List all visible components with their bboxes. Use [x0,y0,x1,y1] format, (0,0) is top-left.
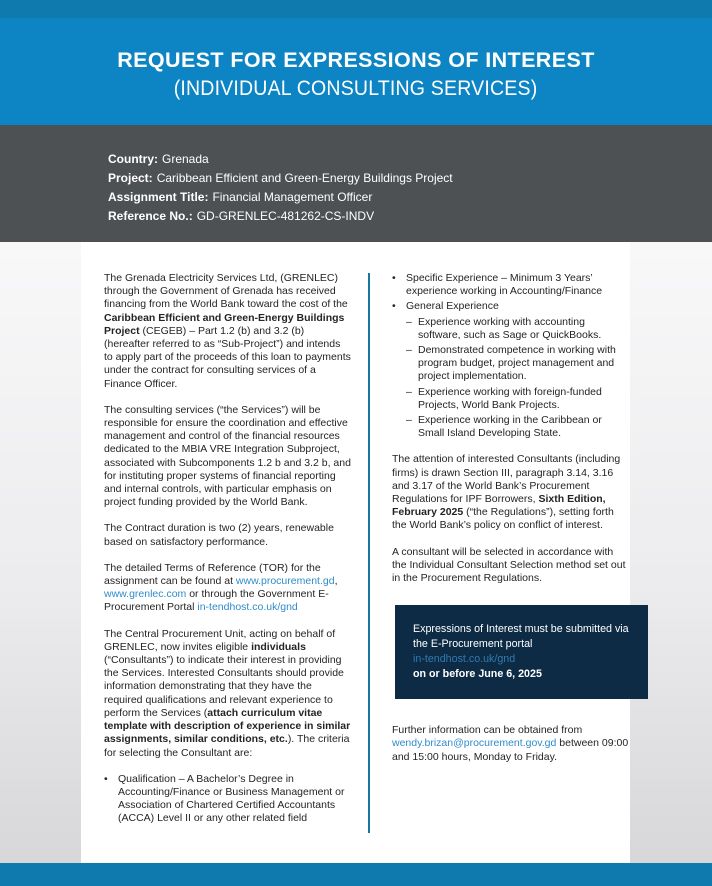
country-label: Country: [108,152,158,166]
project-name-bold: Caribbean Efficient and Green-Energy Buildings Project [104,311,345,337]
dash-icon: – [406,414,412,427]
regulations-paragraph [392,453,630,532]
page-title: REQUEST FOR EXPRESSIONS OF INTEREST [117,47,595,72]
info-row-assignment [108,188,712,207]
country-value: Grenada [162,152,209,166]
qualification-bullet [104,773,352,826]
dash-icon: – [406,315,412,328]
grenlec-com-link[interactable]: www.grenlec.com [104,588,187,601]
tor-paragraph [104,562,352,615]
info-band [0,125,712,242]
bottom-accent-strip [0,863,712,886]
info-row-reference [108,207,712,226]
eprocurement-portal-link[interactable]: in-tendhost.co.uk/gnd [197,601,298,614]
reference-no-value: GD-GRENLEC-481262-CS-INDV [196,209,375,223]
right-column [392,272,630,777]
procurement-gd-link[interactable]: www.procurement.gd [235,575,335,588]
submission-notice-text: Expressions of Interest must be submitted via the E-Procurement portal [413,623,629,651]
experience-criteria-list [392,272,630,440]
experience-sub-item [406,414,630,440]
intro-text-cont: (CEGEB) – Part 1.2 (b) and 3.2 (b) (hereafter referred to as “Sub-Project”) and intends to apply part of the proceeds of this loan to payments under the contract for consulting services of a Finance Officer. [104,324,351,390]
reference-no-label: Reference No.: [108,209,193,223]
invitation-text-end: ). The criteria for selecting the Consultant are: [104,733,350,759]
hero-banner [0,18,712,125]
assignment-title-label: Assignment Title: [108,190,209,204]
experience-sub-item [406,316,630,342]
tor-separator: , [334,575,338,588]
selection-method-paragraph: A consultant will be selected in accordance with the Individual Consultant Selection method set out in the Procurement Regulations. [392,545,626,585]
document-body [0,242,712,863]
info-row-project [108,169,712,188]
further-info-text-cont: between 09:00 and 15:00 hours, Monday to Friday. [392,737,629,763]
bullet-icon: • [392,272,396,284]
intro-text: The Grenada Electricity Services Ltd, (GRENLEC) through the Government of Grenada has received financing from the World Bank toward the cost of the [104,272,348,311]
further-info-paragraph [392,724,630,764]
sub-item-text: Experience working in the Caribbean or Small Island Developing State. [418,414,602,440]
top-accent-strip [0,0,712,18]
tor-text: The detailed Terms of Reference (TOR) for the assignment can be found at [104,561,321,588]
experience-sub-item [406,386,630,412]
bullet-icon: • [104,772,108,785]
sub-item-text: Demonstrated competence in working with program budget, project management and project implementation. [418,344,616,383]
sub-item-text: Experience working with foreign-funded Projects, World Bank Projects. [418,385,602,411]
contract-duration-paragraph: The Contract duration is two (2) years, renewable based on satisfactory performance. [104,522,334,548]
column-divider [368,273,370,833]
contact-email-link[interactable]: wendy.brizan@procurement.gov.gd [392,737,557,750]
project-value: Caribbean Efficient and Green-Energy Buildings Project [156,171,453,185]
individuals-bold: individuals [251,640,306,653]
regulations-text-cont: (“the Regulations”), setting forth the World Bank’s policy on conflict of interest. [392,506,614,532]
bullet-icon: • [392,300,396,313]
info-row-country [108,150,712,169]
dash-icon: – [406,385,412,398]
submission-notice [395,605,648,699]
page-subtitle: (INDIVIDUAL CONSULTING SERVICES) [174,77,538,101]
services-paragraph: The consulting services (“the Services”) will be responsible for ensure the coordination and effective management and control of the financial resources dedicated to the MBIA VRE Integration Subproject, associated with Subcomponents 1.2 b and 3.2 b, and for instituting proper systems of financial reporting and internal controls, with particular emphasis on project funding provided by the World Bank. [104,403,351,509]
regulations-text: The attention of interested Consultants (including firms) is drawn Section III, paragraph 3.14, 3.16 and 3.17 of the World Bank’s Procurement Regulations for IPF Borrowers, [392,453,621,506]
project-label: Project: [108,171,153,185]
left-column [104,272,352,828]
edition-bold: Sixth Edition, February 2025 [392,493,606,519]
cv-attach-bold: attach curriculum vitae template with description of experience in similar assignments, similar conditions, etc. [104,706,351,746]
submission-portal-link[interactable]: in-tendhost.co.uk/gnd [413,653,516,666]
general-experience-text: General Experience [406,300,499,313]
general-experience-bullet [392,300,630,313]
experience-sub-item [406,344,630,384]
sub-item-text: Experience working with accounting software, such as Sage or QuickBooks. [418,315,602,341]
intro-paragraph [104,272,352,391]
further-info-text: Further information can be obtained from [392,724,583,737]
invitation-paragraph [104,628,352,760]
specific-experience-bullet [392,272,630,298]
tor-text-cont: or through the Government E-Procurement Portal [104,588,329,614]
invitation-text: The Central Procurement Unit, acting on behalf of GRENLEC, now invites eligible [104,627,336,653]
invitation-text-cont: (“Consultants”) to indicate their interest in providing the Services. Interested Consultants should provide information demonstrating that they have the required qualifications and relevant experience to perform the Services ( [104,654,344,719]
assignment-title-value: Financial Management Officer [212,190,373,204]
specific-experience-text: Specific Experience – Minimum 3 Years’ experience working in Accounting/Finance [406,272,603,298]
dash-icon: – [406,344,412,357]
qualification-text: Qualification – A Bachelor’s Degree in Accounting/Finance or Business Management or Association of Chartered Certified Accountants (ACCA) Level II or any other related field [118,772,345,825]
submission-deadline: on or before June 6, 2025 [413,668,542,681]
